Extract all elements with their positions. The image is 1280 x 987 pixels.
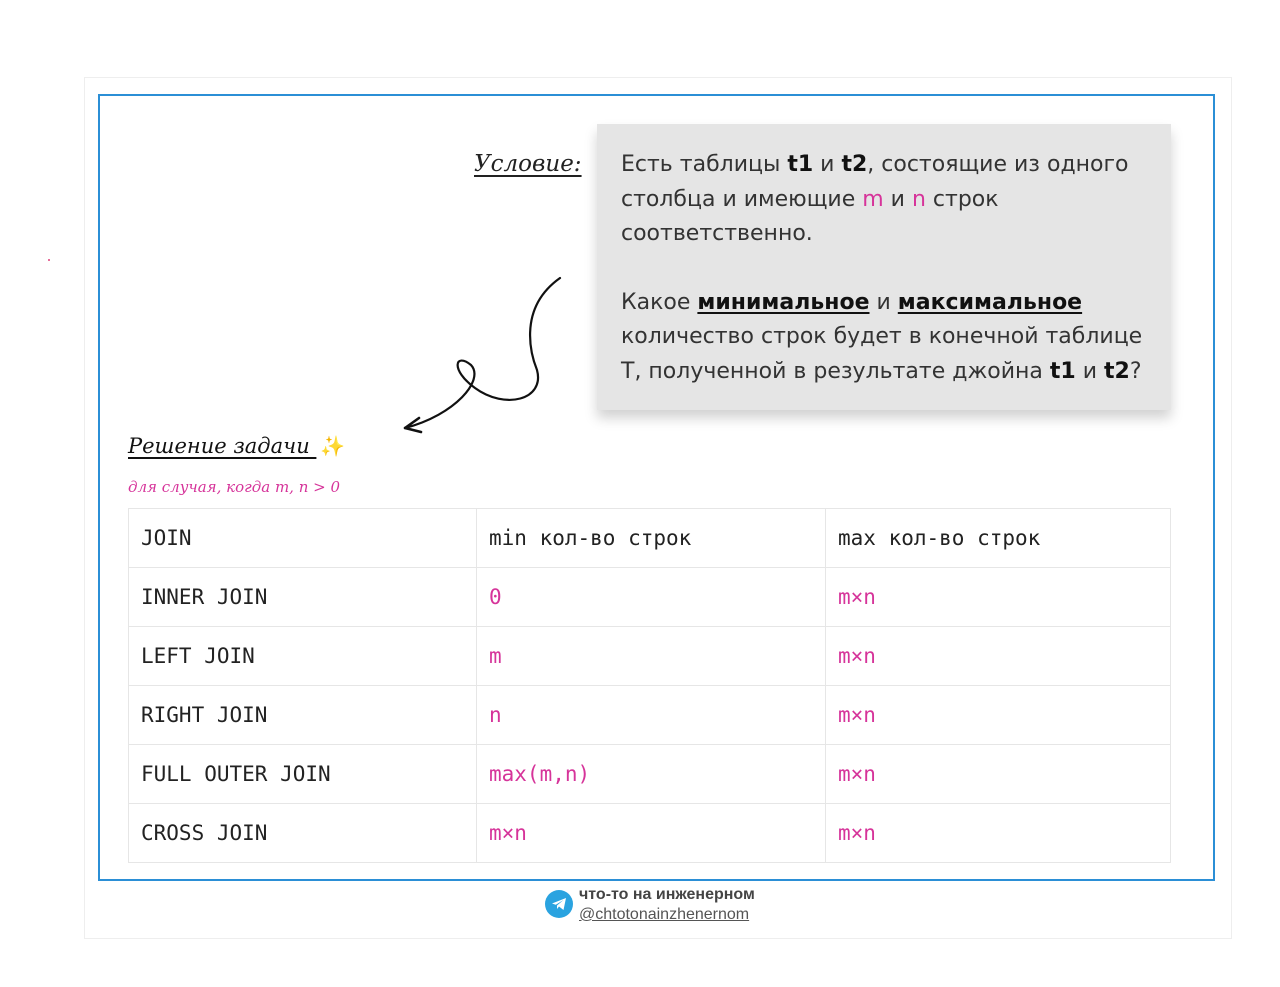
- telegram-icon: [545, 890, 573, 918]
- cell-join: INNER JOIN: [129, 568, 477, 627]
- channel-handle-link[interactable]: @chtotonainzhenernom: [579, 906, 750, 923]
- cell-join: LEFT JOIN: [129, 627, 477, 686]
- text-segment: строк соответственно.: [621, 186, 999, 246]
- table-row: [129, 627, 1171, 686]
- keyword-minimal: минимальное: [697, 289, 870, 315]
- text-segment: и: [883, 186, 912, 212]
- text-segment: количество строк будет в конечной таблице Т, полученной в результате джойна: [621, 324, 1143, 384]
- table-row: [129, 804, 1171, 863]
- cell-join: FULL OUTER JOIN: [129, 745, 477, 804]
- cell-min: 0: [477, 568, 826, 627]
- solution-title-text: Решение задачи: [128, 434, 317, 458]
- header-join: JOIN: [129, 509, 477, 568]
- solution-subtitle: для случая, когда m, n > 0: [128, 478, 341, 496]
- text-segment: Есть таблицы: [621, 152, 788, 177]
- channel-name: что-то на инженерном: [579, 886, 755, 903]
- header-max: max кол-во строк: [826, 509, 1171, 568]
- text-segment: и: [869, 289, 898, 315]
- cell-min: max(m,n): [477, 745, 826, 804]
- cell-max: m×n: [826, 745, 1171, 804]
- table-name-t1: t1: [787, 152, 814, 177]
- cell-max: m×n: [826, 627, 1171, 686]
- variable-m: m: [862, 186, 884, 212]
- text-segment: , состоящие из одного столбца и имеющие: [621, 152, 1129, 212]
- table-row: [129, 686, 1171, 745]
- condition-label: Условие:: [474, 151, 582, 177]
- cell-max: m×n: [826, 568, 1171, 627]
- keyword-maximal: максимальное: [897, 289, 1083, 315]
- condition-paragraph-2: [621, 286, 1147, 390]
- condition-paragraph-1: [621, 148, 1147, 252]
- table-name-t1: t1: [1049, 358, 1076, 384]
- text-segment: и: [813, 152, 842, 177]
- cell-min: m×n: [477, 804, 826, 863]
- table-row: [129, 568, 1171, 627]
- cell-min: n: [477, 686, 826, 745]
- stray-dot: [48, 259, 50, 261]
- sparkle-icon: ✨: [320, 434, 346, 458]
- text-segment: и: [1075, 358, 1105, 384]
- table-name-t2: t2: [841, 152, 868, 177]
- condition-box: [597, 124, 1171, 410]
- cell-max: m×n: [826, 686, 1171, 745]
- cell-max: m×n: [826, 804, 1171, 863]
- header-min: min кол-во строк: [477, 509, 826, 568]
- solution-title: [128, 434, 345, 458]
- table-name-t2: t2: [1104, 358, 1130, 384]
- join-table: [128, 508, 1171, 863]
- cell-join: CROSS JOIN: [129, 804, 477, 863]
- cell-join: RIGHT JOIN: [129, 686, 477, 745]
- table-row: [129, 745, 1171, 804]
- text-segment: Какое: [621, 289, 698, 315]
- curly-arrow-icon: [395, 270, 570, 440]
- variable-n: n: [911, 186, 926, 212]
- table-header-row: [129, 509, 1171, 568]
- cell-min: m: [477, 627, 826, 686]
- text-segment: ?: [1129, 358, 1142, 384]
